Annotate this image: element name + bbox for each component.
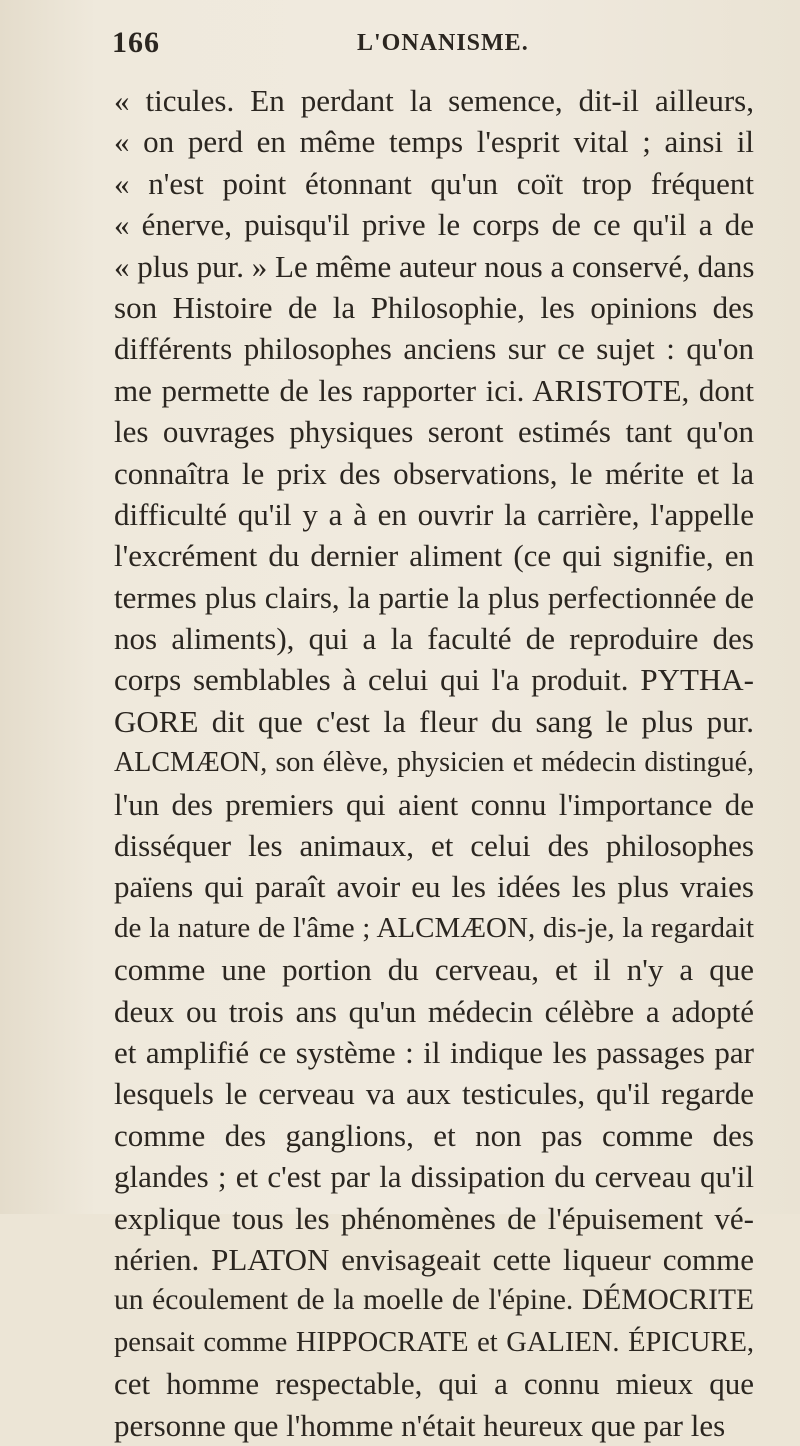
text-line: l'excrément du dernier aliment (ce qui signifie, en [114, 538, 754, 574]
text-line: pensait comme HIPPOCRATE et GALIEN. ÉPICURE, [114, 1326, 754, 1358]
text-line: « on perd en même temps l'esprit vital ; ainsi il [114, 124, 754, 160]
text-line: cet homme respectable, qui a connu mieux que [114, 1366, 754, 1402]
text-line: corps semblables à celui qui l'a produit. PYTHA- [114, 662, 754, 698]
text-line: deux ou trois ans qu'un médecin célèbre a adopté [114, 993, 754, 1029]
text-line: « ticules. En perdant la semence, dit-il ailleurs, [114, 83, 754, 118]
text-line: nérien. PLATON envisageait cette liqueur comme [114, 1241, 754, 1277]
text-line: de la nature de l'âme ; ALCMÆON, dis-je, la regardait [114, 911, 754, 944]
text-line: « plus pur. » Le même auteur nous a conservé, dans [114, 248, 755, 284]
text-line: GORE dit que c'est la fleur du sang le plus pur. [114, 703, 754, 739]
page-header [112, 26, 672, 66]
text-line: « n'est point étonnant qu'un coït trop fréquent [114, 165, 754, 201]
text-line: l'un des premiers qui aient connu l'importance de [114, 786, 754, 822]
text-line: ALCMÆON, son élève, physicien et médecin distingué, [114, 747, 754, 779]
body-text [114, 80, 754, 1446]
text-line: différents philosophes anciens sur ce sujet : qu'on [114, 331, 754, 367]
text-line: un écoulement de la moelle de l'épine. DÉMOCRITE [114, 1284, 754, 1317]
page-number: 166 [112, 26, 160, 59]
text-line: nos aliments), qui a la faculté de reproduire des [114, 621, 754, 657]
text-line: termes plus clairs, la partie la plus perfectionnée de [114, 579, 754, 615]
text-line: connaîtra le prix des observations, le mérite et la [114, 455, 754, 491]
text-line: « énerve, puisqu'il prive le corps de ce qu'il a de [114, 207, 754, 243]
text-line: païens qui paraît avoir eu les idées les plus vraies [114, 869, 754, 905]
text-line: comme des ganglions, et non pas comme des [114, 1117, 754, 1153]
text-line: personne que l'homme n'était heureux que par les [114, 1407, 726, 1443]
text-line: et amplifié ce système : il indique les passages par [114, 1034, 754, 1070]
text-line: me permette de les rapporter ici. ARISTOTE, dont [114, 372, 754, 408]
text-line: comme une portion du cerveau, et il n'y a que [114, 952, 754, 988]
text-line: lesquels le cerveau va aux testicules, qu'il regarde [114, 1076, 754, 1112]
text-line: disséquer les animaux, et celui des philosophes [114, 828, 754, 864]
text-line: glandes ; et c'est par la dissipation du cerveau qu'il [114, 1159, 754, 1195]
text-line: les ouvrages physiques seront estimés tant qu'on [114, 414, 754, 450]
running-title: L'ONANISME. [357, 30, 529, 56]
text-line: difficulté qu'il y a à en ouvrir la carrière, l'appelle [114, 496, 754, 532]
text-line: son Histoire de la Philosophie, les opinions des [114, 289, 754, 325]
text-line: explique tous les phénomènes de l'épuisement vé- [114, 1200, 754, 1236]
